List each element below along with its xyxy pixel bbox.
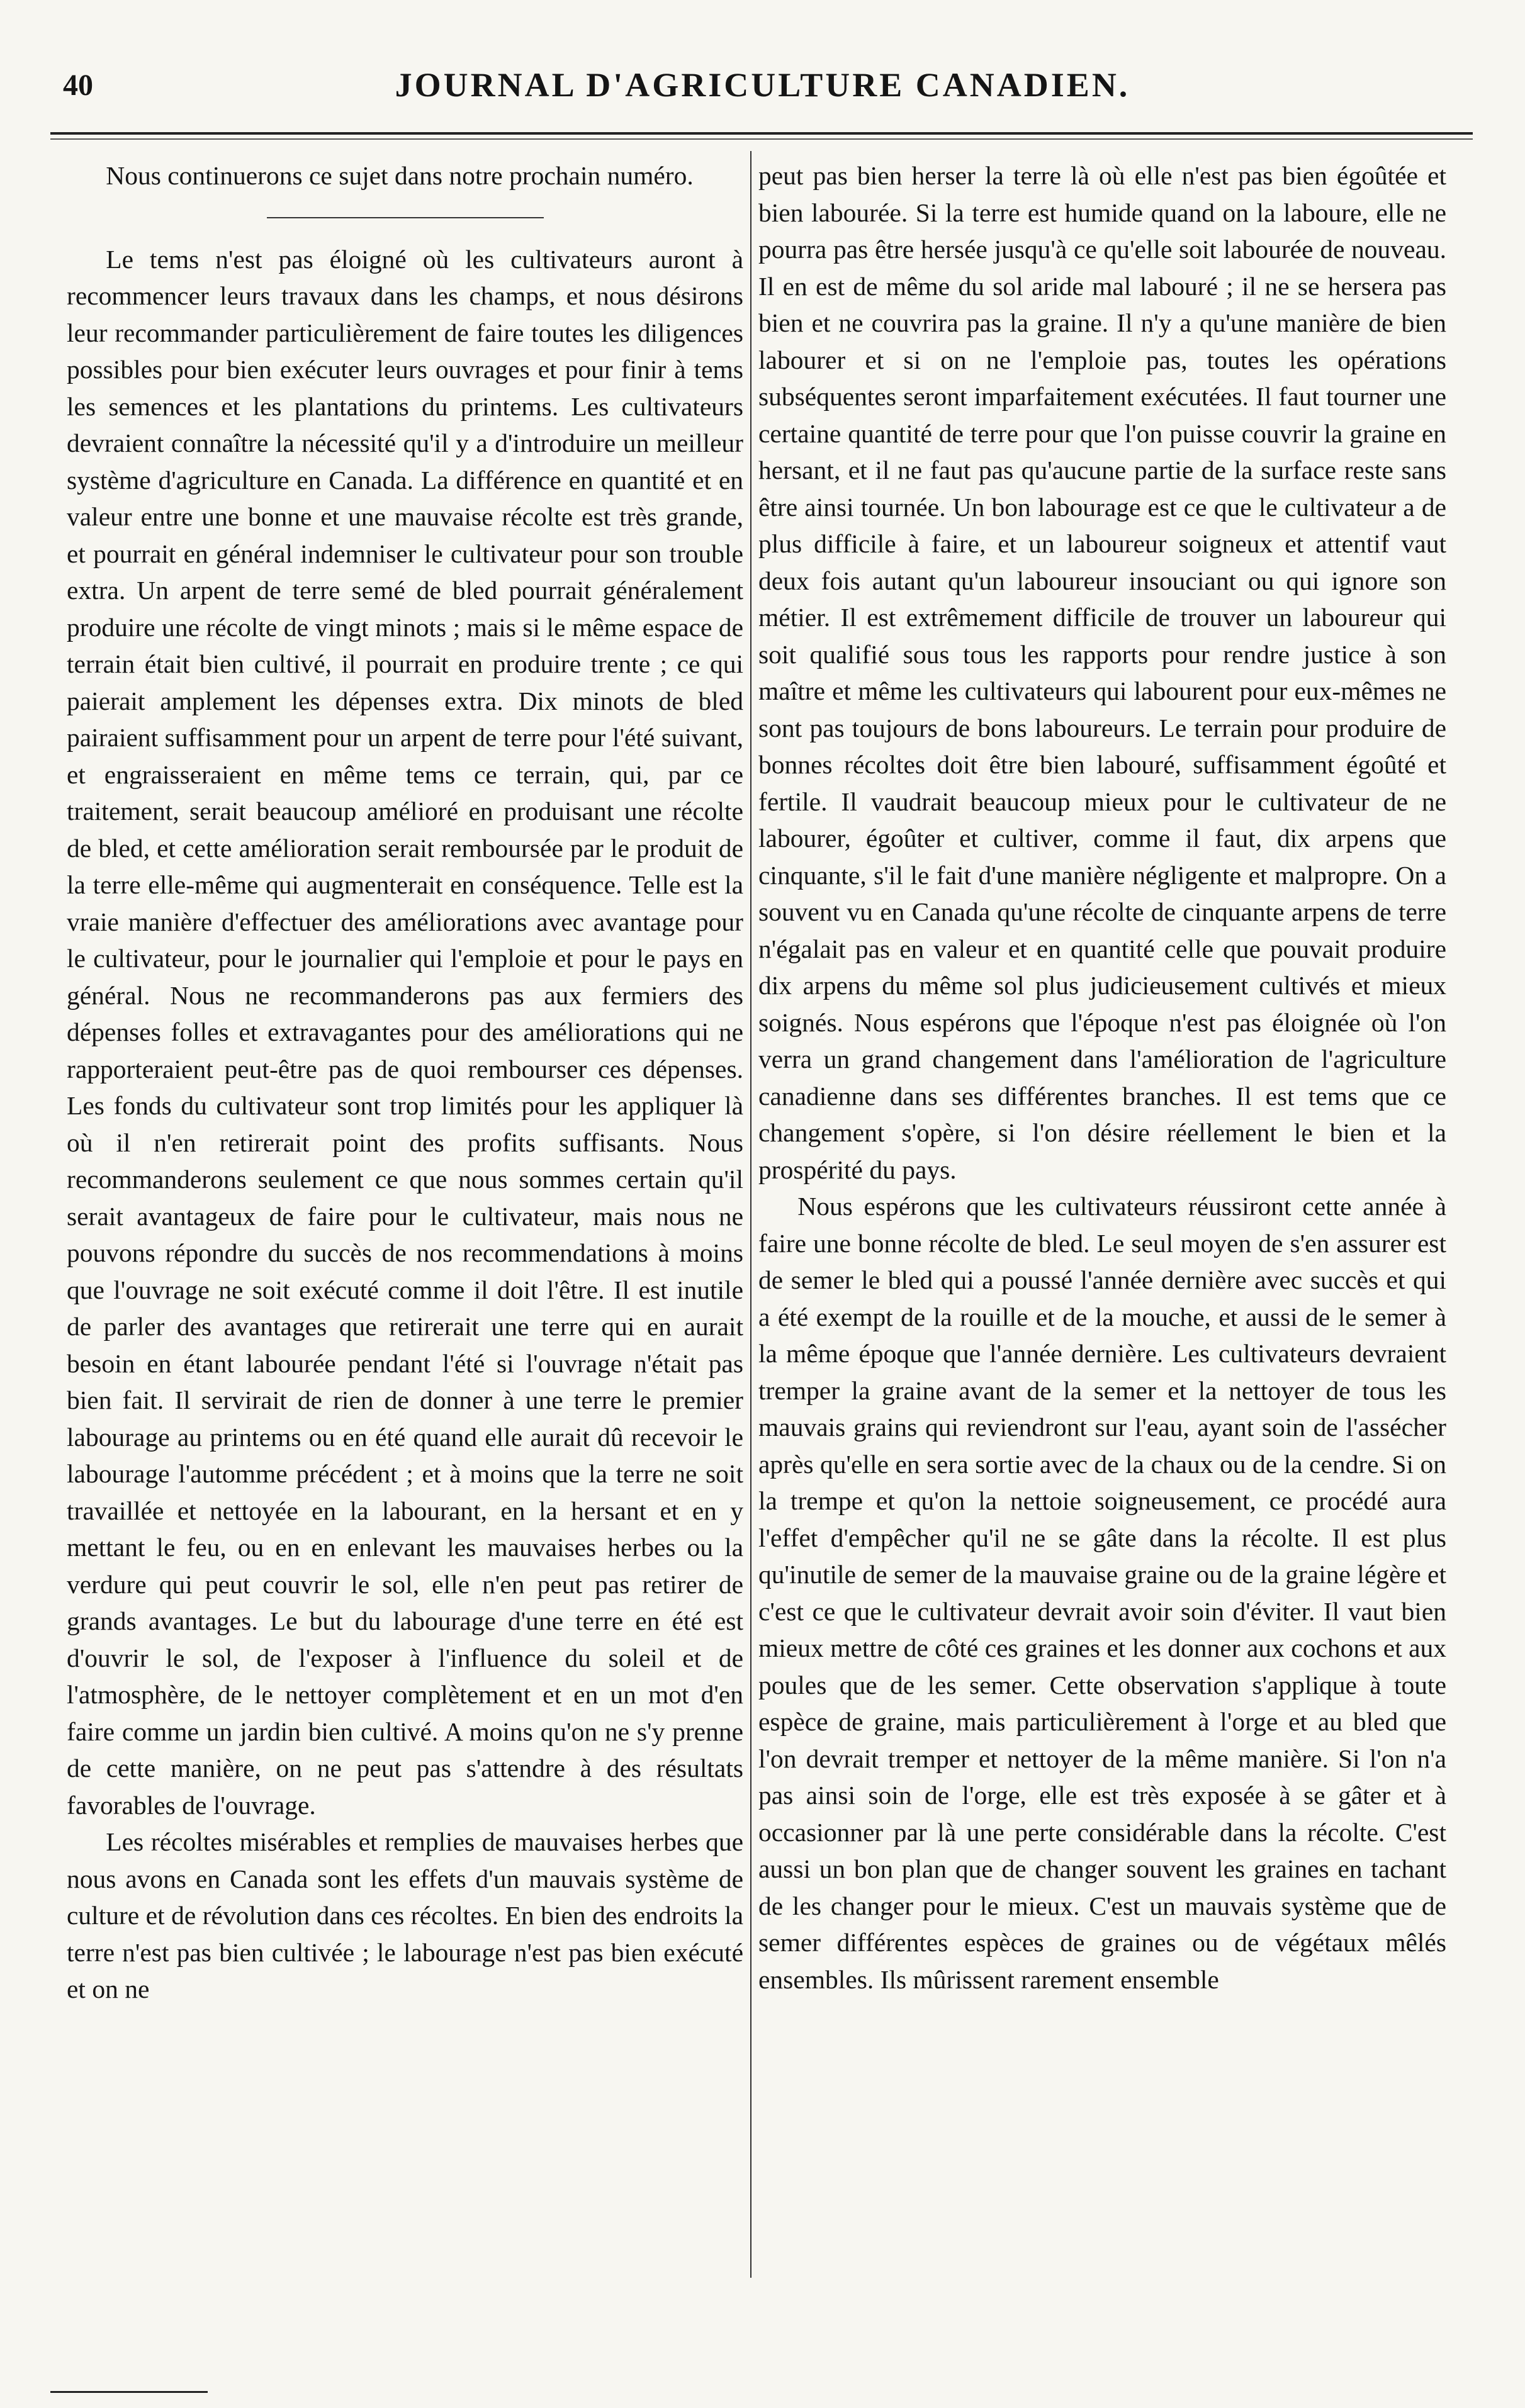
header-rule-thin (50, 138, 1473, 140)
footer-rule (50, 2391, 208, 2393)
paragraph: Le tems n'est pas éloigné où les cultivateurs auront à recommencer leurs travaux dans les champs, et nous désirons leur recommander particulièrement de faire toutes les diligences possibles pour bien exécuter leurs ouvrages et pour finir à tems les semences et les plantations du printems. Les cultivateurs devraient connaître la nécessité qu'il y a d'introduire un meilleur système d'agriculture en Canada. La différence en quantité et en valeur entre une bonne et une mauvaise récolte est très grande, et pourrait en général indemniser le cultivateur pour son trouble extra. Un arpent de terre semé de bled pourrait généralement produire une récolte de vingt minots ; mais si le même espace de terrain était bien cultivé, il pourrait en produire trente ; ce qui paierait amplement les dépenses extra. Dix minots de bled pairaient suffisamment pour un arpent de terre pour l'été suivant, et engraisseraient en même tems ce terrain, qui, par ce traitement, serait beaucoup amélioré en produisant une récolte de bled, et cette amélioration serait remboursée par le produit de la terre elle-même qui augmenterait en conséquence. Telle est la vraie manière d'effectuer des améliorations avec avantage pour le cultivateur, pour le journalier qui l'emploie et pour le pays en général. Nous ne recommanderons pas aux fermiers des dépenses folles et extravagantes pour des améliorations qui ne rapporteraient peut-être pas de quoi rembourser ces dépenses. Les fonds du cultivateur sont trop limités pour les appliquer là où il n'en retirerait point des profits suffisants. Nous recommanderons seulement ce que nous sommes certain qu'il serait avantageux de faire pour le cultivateur, mais nous ne pouvons répondre du succès de nos recommendations à moins que l'ouvrage ne soit exécuté comme il doit l'être. Il est inutile de parler des avantages que retirerait une terre qui en aurait besoin en étant labourée pendant l'été si l'ouvrage n'était pas bien fait. Il servirait de rien de donner à une terre le premier labourage au printems ou en été quand elle aurait dû recevoir le labourage l'automme précédent ; et à moins que la terre ne soit travaillée et nettoyée en la labourant, en la hersant et en y mettant le feu, ou en en enlevant les mauvaises herbes ou la verdure qui peut couvrir le sol, elle n'en peut pas retirer de grands avantages. Le but du labourage d'une terre en été est d'ouvrir le sol, de l'exposer à l'influence du soleil et de l'atmosphère, de le nettoyer complètement et en un mot d'en faire comme un jardin bien cultivé. A moins qu'on ne s'y prenne de cette manière, on ne peut pas s'attendre à des résultats favorables de l'ouvrage. (67, 244, 743, 1820)
paragraph: Nous espérons que les cultivateurs réussiront cette année à faire une bonne récolte de bled. Le seul moyen de s'en assurer est de semer le bled qui a poussé l'année dernière avec succès et qui a été exempt de la rouille et de la mouche, et aussi de le semer à la même époque que l'année dernière. Les cultivateurs devraient tremper la graine avant de la semer et la nettoyer de tous les mauvais grains qui reviendront sur l'eau, ayant soin de l'assécher après qu'elle en sera sortie avec de la chaux ou de la cendre. Si on la trempe et qu'on la nettoie soigneusement, ce procédé aura l'effet d'empêcher qu'il ne se gâte dans la récolte. Il est plus qu'inutile de semer de la mauvaise graine ou de la graine légère et c'est ce que le cultivateur devrait avoir soin d'éviter. Il vaut bien mieux mettre de côté ces graines et les donner aux cochons et aux poules que de les semer. Cette observation s'applique à toute espèce de graine, mais particulièrement à l'orge et au bled que l'on devrait tremper et nettoyer de la même manière. Si l'on n'a pas ainsi soin de l'orge, elle est très exposée à se gâter et à occasionner par là une perte considérable dans la récolte. C'est aussi un bon plan que de changer souvent les graines en tachant de les changer pour le mieux. C'est un mauvais système que de semer différentes espèces de graines ou de végétaux mêlés ensembles. Ils mûrissent rarement ensemble (758, 1192, 1446, 1994)
paragraph: Les récoltes misérables et remplies de mauvaises herbes que nous avons en Canada sont les effets d'un mauvais système de culture et de révolution dans ces récoltes. En bien des endroits la terre n'est pas bien cultivée ; le labourage n'est pas bien exécuté et on ne (67, 1827, 743, 2003)
paragraph: Nous continuerons ce sujet dans notre prochain numéro. (106, 161, 694, 190)
left-column (67, 157, 743, 2360)
page-header (0, 0, 1525, 138)
header-rule (50, 132, 1473, 135)
column-divider (750, 151, 751, 2278)
page-number: 40 (63, 69, 93, 102)
right-column (758, 157, 1446, 2360)
section-separator (267, 217, 544, 218)
journal-title: JOURNAL D'AGRICULTURE CANADIEN. (395, 66, 1130, 104)
paragraph: peut pas bien herser la terre là où elle n'est pas bien égoûtée et bien labourée. Si la terre est humide quand on la laboure, elle ne pourra pas être hersée jusqu'à ce qu'elle soit labourée de nouveau. Il en est de même du sol aride mal labouré ; il ne se hersera pas bien et ne couvrira pas la graine. Il n'y a qu'une manière de bien labourer et si on ne l'emploie pas, toutes les opérations subséquentes seront imparfaitement exécutées. Il faut tourner une certaine quantité de terre pour que l'on puisse couvrir la graine en hersant, et il ne faut pas qu'aucune partie de la surface reste sans être ainsi tournée. Un bon labourage est ce que le cultivateur a de plus difficile à faire, et un laboureur soigneux et attentif vaut deux fois autant qu'un laboureur insouciant ou qui ignore son métier. Il est extrêmement difficile de trouver un laboureur qui soit qualifié sous tous les rapports pour rendre justice à son maître et même les cultivateurs qui labourent pour eux-mêmes ne sont pas toujours de bons laboureurs. Le terrain pour produire de bonnes récoltes doit être bien labouré, suffisamment égoûté et fertile. Il vaudrait beaucoup mieux pour le cultivateur de ne labourer, égoûter et cultiver, comme il faut, dix arpens que cinquante, s'il le fait d'une manière négligente et malpropre. On a souvent vu en Canada qu'une récolte de cinquante arpens de terre n'égalait pas en valeur et en quantité celle que pouvait produire dix arpens du même sol plus judicieusement cultivés et mieux soignés. Nous espérons que l'époque n'est pas éloignée où l'on verra un grand changement dans l'amélioration de l'agriculture canadienne dans ses différentes branches. Il est tems que ce changement s'opère, si l'on désire réellement le bien et la prospérité du pays. (758, 161, 1446, 1184)
